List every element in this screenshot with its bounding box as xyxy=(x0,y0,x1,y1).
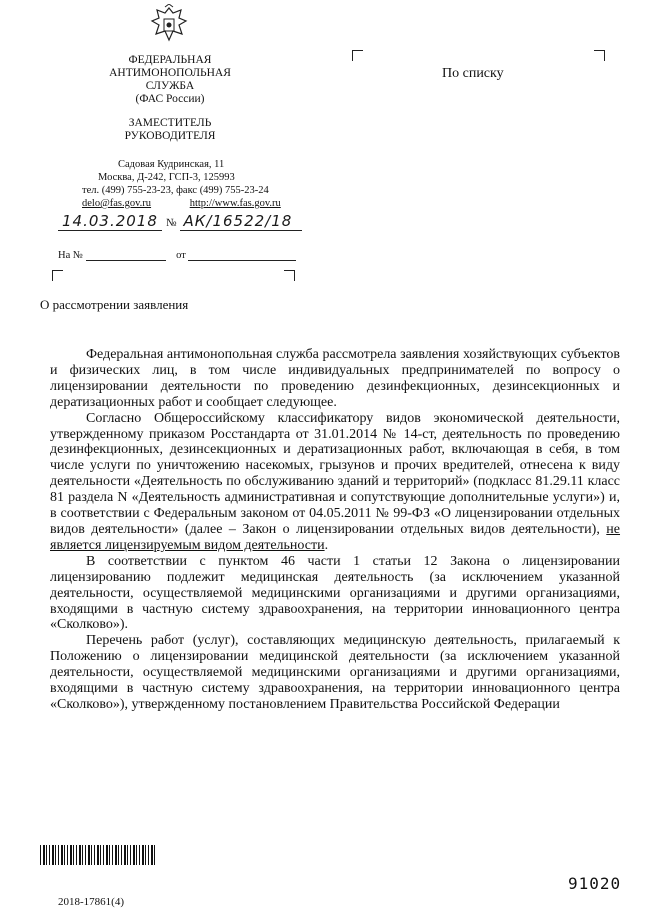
org-line: (ФАС России) xyxy=(135,93,205,105)
number-label: № xyxy=(166,217,177,229)
address-city: Москва, Д-242, ГСП-3, 125993 xyxy=(98,172,235,183)
on-number-blank xyxy=(86,250,166,261)
address-block xyxy=(82,158,281,210)
org-line: АНТИМОНОПОЛЬНАЯ xyxy=(109,67,231,79)
paragraph-end: . xyxy=(324,537,329,553)
paragraph: Перечень работ (услуг), составляющих медицинскую деятельность, прилагаемый к Положению о лицензировании медицинской деятельности (за исключением указанной деятельности, осуществляемой медицинскими организациями и другими организациями, входящими в частную систему здравоохранения, на территории инновационного центра «Сколково»), утвержденному постановлением Правительства Российской Федерации xyxy=(50,633,620,712)
website-link[interactable]: http://www.fas.gov.ru xyxy=(189,198,281,209)
address-street: Садовая Кудринская, 11 xyxy=(118,159,225,170)
paragraph xyxy=(50,411,620,554)
org-line: ФЕДЕРАЛЬНАЯ xyxy=(128,54,212,66)
stamp-number: 91020 xyxy=(568,874,622,893)
recipient-corner-left xyxy=(352,50,363,61)
registration-date: 14.03.2018 xyxy=(58,212,162,231)
letter-body xyxy=(50,347,620,713)
registration-number: АК/16522/18 xyxy=(180,212,302,231)
subject-corner-left xyxy=(52,270,63,281)
from-date-blank xyxy=(188,250,296,261)
position-line: РУКОВОДИТЕЛЯ xyxy=(124,130,216,142)
from-label: от xyxy=(176,250,186,261)
position-line: ЗАМЕСТИТЕЛЬ xyxy=(128,117,212,129)
subject-corner-right xyxy=(284,270,295,281)
paragraph-text: Согласно Общероссийскому классификатору видов экономической деятельности, утвержденному приказом Росстандарта от 31.01.2014 № 14-ст, деятельность по проведению дезинфекционных, дезинсекционных и дератизационных работ, включающая в себя, в том числе услуги по уничтожению насекомых, грызунов и прочих вредителей, отнесена к виду деятельности «Деятельность по обслуживанию зданий и территорий» (подкласс 81.29.11 класс 81 раздела N «Деятельность административная и сопутствующие дополнительные услуги») и, в соответствии с Федеральным законом от 04.05.2011 № 99-ФЗ «О лицензировании отдельных видов деятельности» (далее – Закон о лицензировании отдельных видов деятельности), xyxy=(50,410,620,537)
paragraph: Федеральная антимонопольная служба рассмотрела заявления хозяйствующих субъектов и физических лиц, в том числе индивидуальных предпринимателей по вопросу о лицензировании деятельности по проведению дезинфекционных, дезинсекционных и дератизационных работ и сообщает следующее. xyxy=(50,347,620,410)
subject-line: О рассмотрении заявления xyxy=(40,297,189,312)
underlined-conclusion: не является лицензируемым видом деятельности xyxy=(50,521,621,553)
barcode xyxy=(40,845,155,865)
paragraph: В соответствии с пунктом 46 части 1 статьи 12 Закона о лицензировании лицензированию подлежит медицинская деятельность (за исключением указанной деятельности, осуществляемой медицинскими организациями и другими организациями, входящими в частную систему здравоохранения, на территории инновационного центра «Сколково»). xyxy=(50,553,620,633)
reference-line xyxy=(58,250,296,261)
coat-of-arms-icon xyxy=(148,4,190,46)
phone-fax: тел. (499) 755-23-23, факс (499) 755-23-24 xyxy=(82,185,269,196)
recipient-corner-right xyxy=(594,50,605,61)
signer-position xyxy=(90,117,250,143)
document-number: 2018-17861(4) xyxy=(58,896,124,908)
recipient: По списку xyxy=(442,66,504,81)
on-number-label: На № xyxy=(58,250,83,261)
email-link[interactable]: delo@fas.gov.ru xyxy=(82,198,152,209)
org-name xyxy=(90,54,250,106)
registration-line xyxy=(58,212,302,231)
org-line: СЛУЖБА xyxy=(145,80,195,92)
